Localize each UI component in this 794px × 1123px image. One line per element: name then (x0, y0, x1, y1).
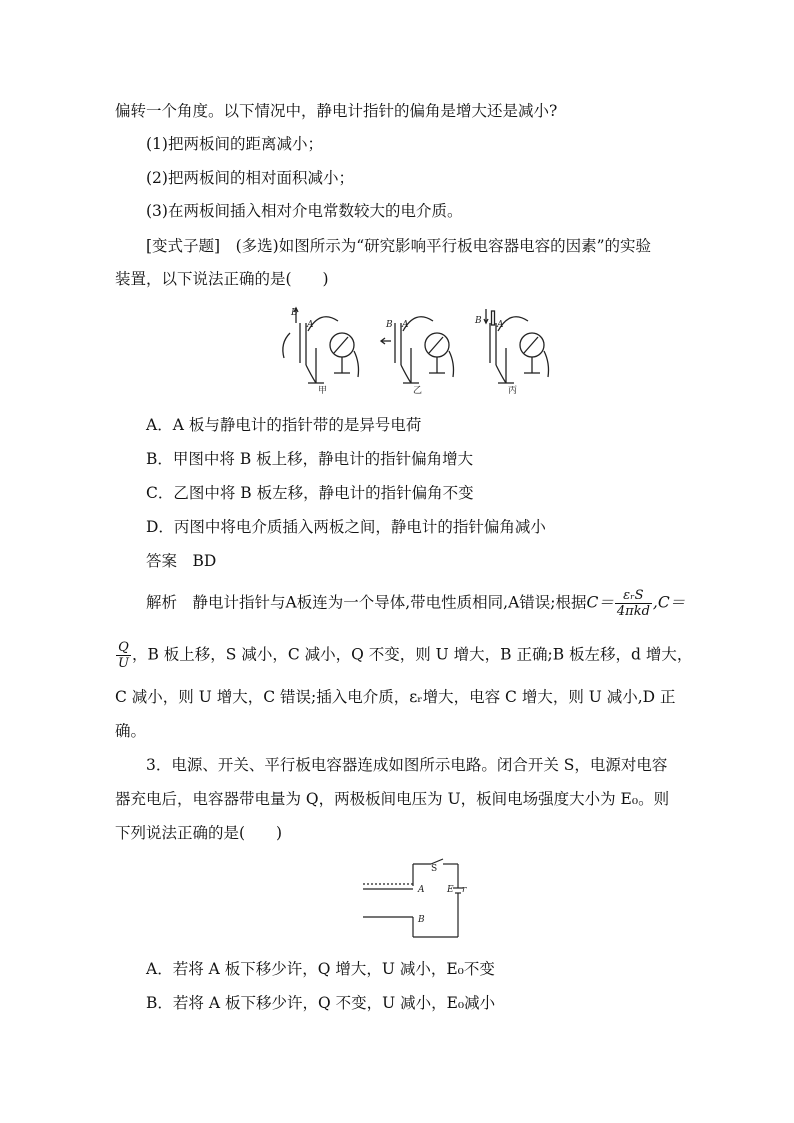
plate-a-label: A (418, 885, 425, 895)
resistance-label: r (462, 885, 467, 895)
analysis-line-1 (146, 588, 685, 619)
answer-line (146, 550, 216, 572)
question-3-line-1: 3．电源、开关、平行板电容器连成如图所示电路。闭合开关 S，电源对电容 (146, 756, 668, 774)
text-line: [变式子题] (多选)如图所示为“研究影响平行板电容器电容的因素”的实验 (146, 237, 652, 255)
plate-a-label: A (307, 320, 314, 330)
analysis-line-3: C 减小，则 U 增大，C 错误;插入电介质，εᵣ增大，电容 C 增大，则 U 减小,D 正 (115, 688, 676, 706)
plate-a-label: A (497, 320, 504, 330)
option-c: C．乙图中将 B 板左移，静电计的指针偏角不变 (146, 484, 474, 502)
figure-label-yi: 乙 (413, 386, 423, 395)
switch-label: S (431, 864, 438, 874)
plate-b-label: B (475, 316, 482, 326)
question-3-line-2: 器充电后，电容器带电量为 Q，两极板间电压为 U，板间电场强度大小为 E₀。则 (115, 790, 670, 808)
analysis-line-2: $\frac{Q}{U}$ ，B 板上移，S 减小，C 减小，Q 不变，则 U 增大，B 正确;B 板左移，d 增大， (118, 640, 693, 671)
text-line: (2)把两板间的相对面积减小； (146, 169, 354, 187)
plate-a-label: A (402, 320, 409, 330)
text-line: 偏转一个角度。以下情况中，静电计指针的偏角是增大还是减小? (115, 102, 558, 120)
answer-label: 答案 (146, 552, 178, 570)
text-line: (3)在两板间插入相对介电常数较大的电介质。 (146, 202, 463, 220)
question-3-line-3: 下列说法正确的是( ) (115, 824, 283, 842)
question-3-option-b: B．若将 A 板下移少许，Q 不变，U 减小，E₀减小 (146, 994, 496, 1012)
circuit-diagram (355, 856, 470, 942)
charge-voltage-fraction: $\frac{Q}{U}$ (118, 640, 129, 671)
setup-bing (484, 309, 549, 383)
option-d: D．丙图中将电介质插入两板之间，静电计的指针偏角减小 (146, 518, 546, 536)
source-label: E (447, 885, 454, 895)
plate-b-label: B (386, 320, 393, 330)
answer-value: BD (192, 552, 217, 570)
question-3-option-a: A．若将 A 板下移少许，Q 增大，U 减小，E₀不变 (146, 960, 495, 978)
analysis-text: 静电计指针与A板连为一个导体,带电性质相同,A错误;根据 (192, 593, 587, 612)
capacitance-eq: C＝ (586, 593, 614, 612)
capacitance-fraction: $\frac{\text{εᵣS}}{\text{4πkd}}$ (616, 588, 650, 619)
capacitance-eq-2: ,C＝ (652, 593, 686, 612)
plate-b-label: B (418, 915, 425, 925)
plate-b-label: B (291, 308, 298, 318)
option-a: A．A 板与静电计的指针带的是异号电荷 (146, 416, 422, 434)
option-b: B．甲图中将 B 板上移，静电计的指针偏角增大 (146, 450, 474, 468)
analysis-label: 解析 (146, 593, 178, 612)
electrometer-figure (272, 303, 557, 395)
figure-label-bing: 丙 (508, 386, 518, 395)
figure-label-jia: 甲 (318, 386, 328, 395)
text-line: (1)把两板间的距离减小； (146, 135, 323, 153)
analysis-line-4: 确。 (115, 722, 147, 740)
setup-jia (283, 308, 359, 383)
text-line: 装置，以下说法正确的是( ) (115, 270, 329, 288)
